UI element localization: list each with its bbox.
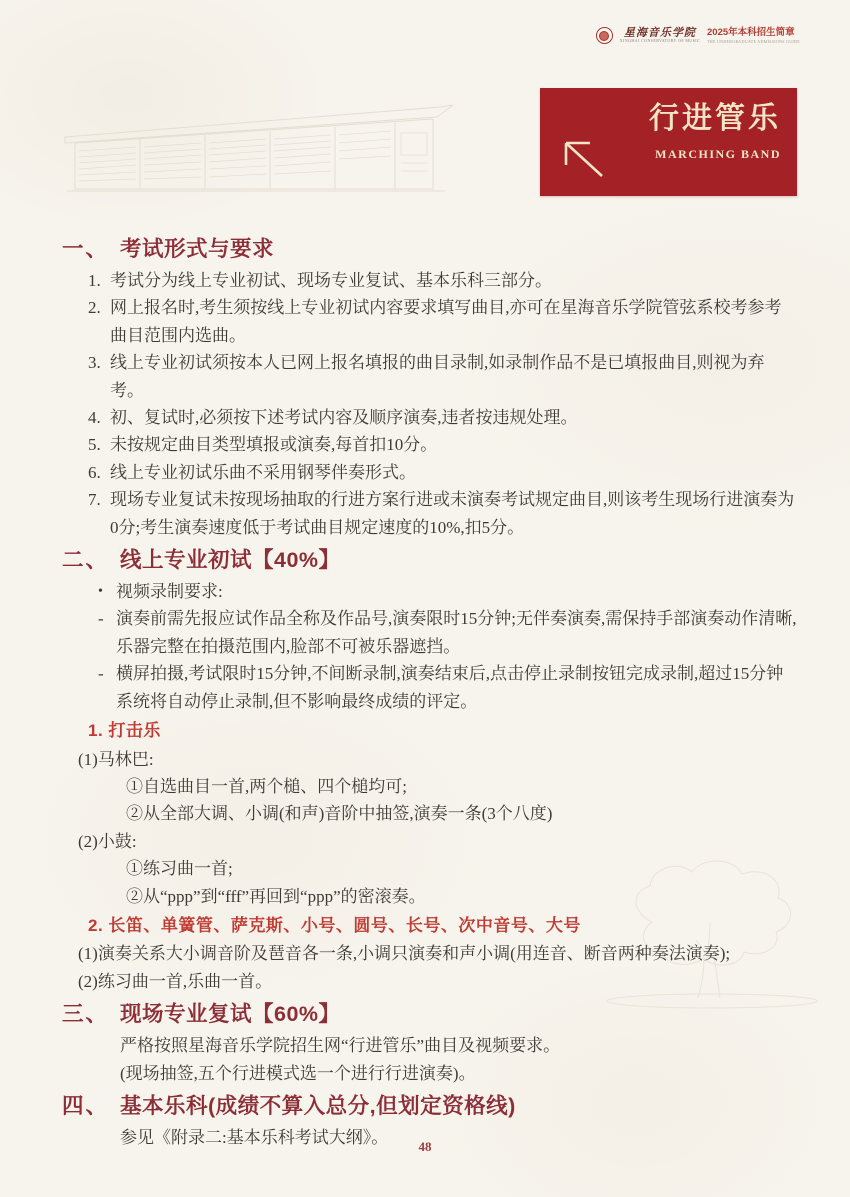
circled-item: ①练习曲一首;: [126, 859, 233, 879]
section-number: 一、: [62, 237, 110, 261]
bullet-text: 视频录制要求:: [116, 582, 223, 602]
dash-text: 演奏前需先报应试作品全称及作品号,演奏限时15分钟;无伴奏演奏,需保持手部演奏动作清晰,乐器完整在拍摄范围内,脸部不可被乐器遮挡。: [116, 609, 797, 656]
school-name-cn: 星海音乐学院: [623, 27, 696, 40]
up-left-arrow-icon: [562, 138, 608, 180]
item-number: 3.: [88, 353, 101, 373]
section-title: 现场专业复试【60%】: [120, 1002, 341, 1027]
item-text: 初、复试时,必须按下述考试内容及顺序演奏,违者按违规处理。: [110, 408, 578, 428]
section-4-heading: [62, 1091, 798, 1121]
circled-item: ②从“ppp”到“fff”再回到“ppp”的密滚奏。: [126, 886, 426, 906]
body-text: (现场抽签,五个行进模式选一个进行行进演奏)。: [120, 1063, 476, 1083]
list-item: [62, 349, 798, 404]
section-title: 考试形式与要求: [120, 237, 275, 261]
bullet-icon: •: [98, 584, 103, 600]
section-number: 四、: [62, 1093, 110, 1118]
section-3-heading: [62, 999, 798, 1029]
paren-item: (2)小鼓:: [78, 831, 137, 851]
item-text: 线上专业初试须按本人已网上报名填报的曲目录制,如录制作品不是已填报曲目,则视为弃考。: [110, 353, 765, 400]
list-item: [62, 267, 798, 294]
item-number: 4.: [88, 408, 101, 428]
body-text: 参见《附录二:基本乐科考试大纲》。: [120, 1127, 389, 1147]
item-number: 6.: [88, 462, 101, 482]
banner-title-en: MARCHING BAND: [655, 146, 781, 161]
subsection-title-percussion: 1. 打击乐: [88, 721, 161, 741]
bullet-item: [62, 578, 798, 605]
dash-icon: -: [98, 664, 104, 684]
paren-item: (1)马林巴:: [78, 749, 154, 769]
circled-item: ②从全部大调、小调(和声)音阶中抽签,演奏一条(3个八度): [126, 804, 553, 824]
main-content: [62, 230, 798, 1151]
brochure-title-en: THE UNDERGRADUATE ADMISSIONS GUIDE: [707, 38, 800, 44]
item-number: 7.: [88, 490, 101, 510]
marching-band-banner: [540, 88, 797, 196]
section-number: 三、: [62, 1002, 110, 1027]
list-item: [62, 486, 798, 541]
section-number: 二、: [62, 548, 110, 573]
brochure-title-cn: 2025年本科招生简章: [707, 27, 795, 39]
item-text: 线上专业初试乐曲不采用钢琴伴奏形式。: [110, 462, 416, 482]
section-title: 基本乐科(成绩不算入总分,但划定资格线): [120, 1093, 516, 1118]
item-number: 5.: [88, 435, 101, 455]
dash-text: 横屏拍摄,考试限时15分钟,不间断录制,演奏结束后,点击停止录制按钮完成录制,超过15分钟系统将自动停止录制,但不影响最终成绩的评定。: [116, 664, 784, 711]
section-2-heading: [62, 545, 798, 575]
item-number: 2.: [88, 298, 101, 318]
item-text: 现场专业复试未按现场抽取的行进方案行进或未演奏考试规定曲目,则该考生现场行进演奏为0分;考生演奏速度低于考试曲目规定速度的10%,扣5分。: [110, 490, 795, 537]
dash-item: [62, 605, 798, 660]
page-number: 48: [418, 1139, 432, 1154]
body-text: 严格按照星海音乐学院招生网“行进管乐”曲目及视频要求。: [120, 1036, 561, 1056]
list-item: [62, 294, 798, 349]
brochure-title-block: [707, 27, 800, 44]
section-title: 线上专业初试【40%】: [120, 548, 341, 573]
section-1-heading: [62, 234, 798, 264]
subsection-title-winds: 2. 长笛、单簧管、萨克斯、小号、圆号、长号、次中音号、大号: [88, 915, 581, 935]
dash-icon: -: [98, 609, 104, 629]
school-seal-icon: [596, 27, 613, 44]
item-text: 未按规定曲目类型填报或演奏,每首扣10分。: [110, 435, 438, 455]
item-text: 网上报名时,考生须按线上专业初试内容要求填写曲目,亦可在星海音乐学院管弦系校考参考曲目范围内选曲。: [110, 298, 782, 345]
banner-title-cn: 行进管乐: [649, 102, 781, 135]
school-name-en: XINGHAI CONSERVATORY OF MUSIC: [619, 38, 701, 44]
list-item: [62, 459, 798, 486]
paren-item: (2)练习曲一首,乐曲一首。: [78, 971, 273, 991]
page-header: [596, 27, 800, 44]
list-item: [62, 431, 798, 458]
school-name-block: [620, 27, 700, 43]
list-item: [62, 404, 798, 431]
building-sketch: [55, 85, 455, 197]
item-text: 考试分为线上专业初试、现场专业复试、基本乐科三部分。: [110, 271, 552, 290]
item-number: 1.: [88, 271, 101, 290]
dash-item: [62, 660, 798, 715]
circled-item: ①自选曲目一首,两个槌、四个槌均可;: [126, 776, 407, 796]
paren-item: (1)演奏关系大小调音阶及琶音各一条,小调只演奏和声小调(用连音、断音两种奏法演奏);: [78, 944, 731, 964]
